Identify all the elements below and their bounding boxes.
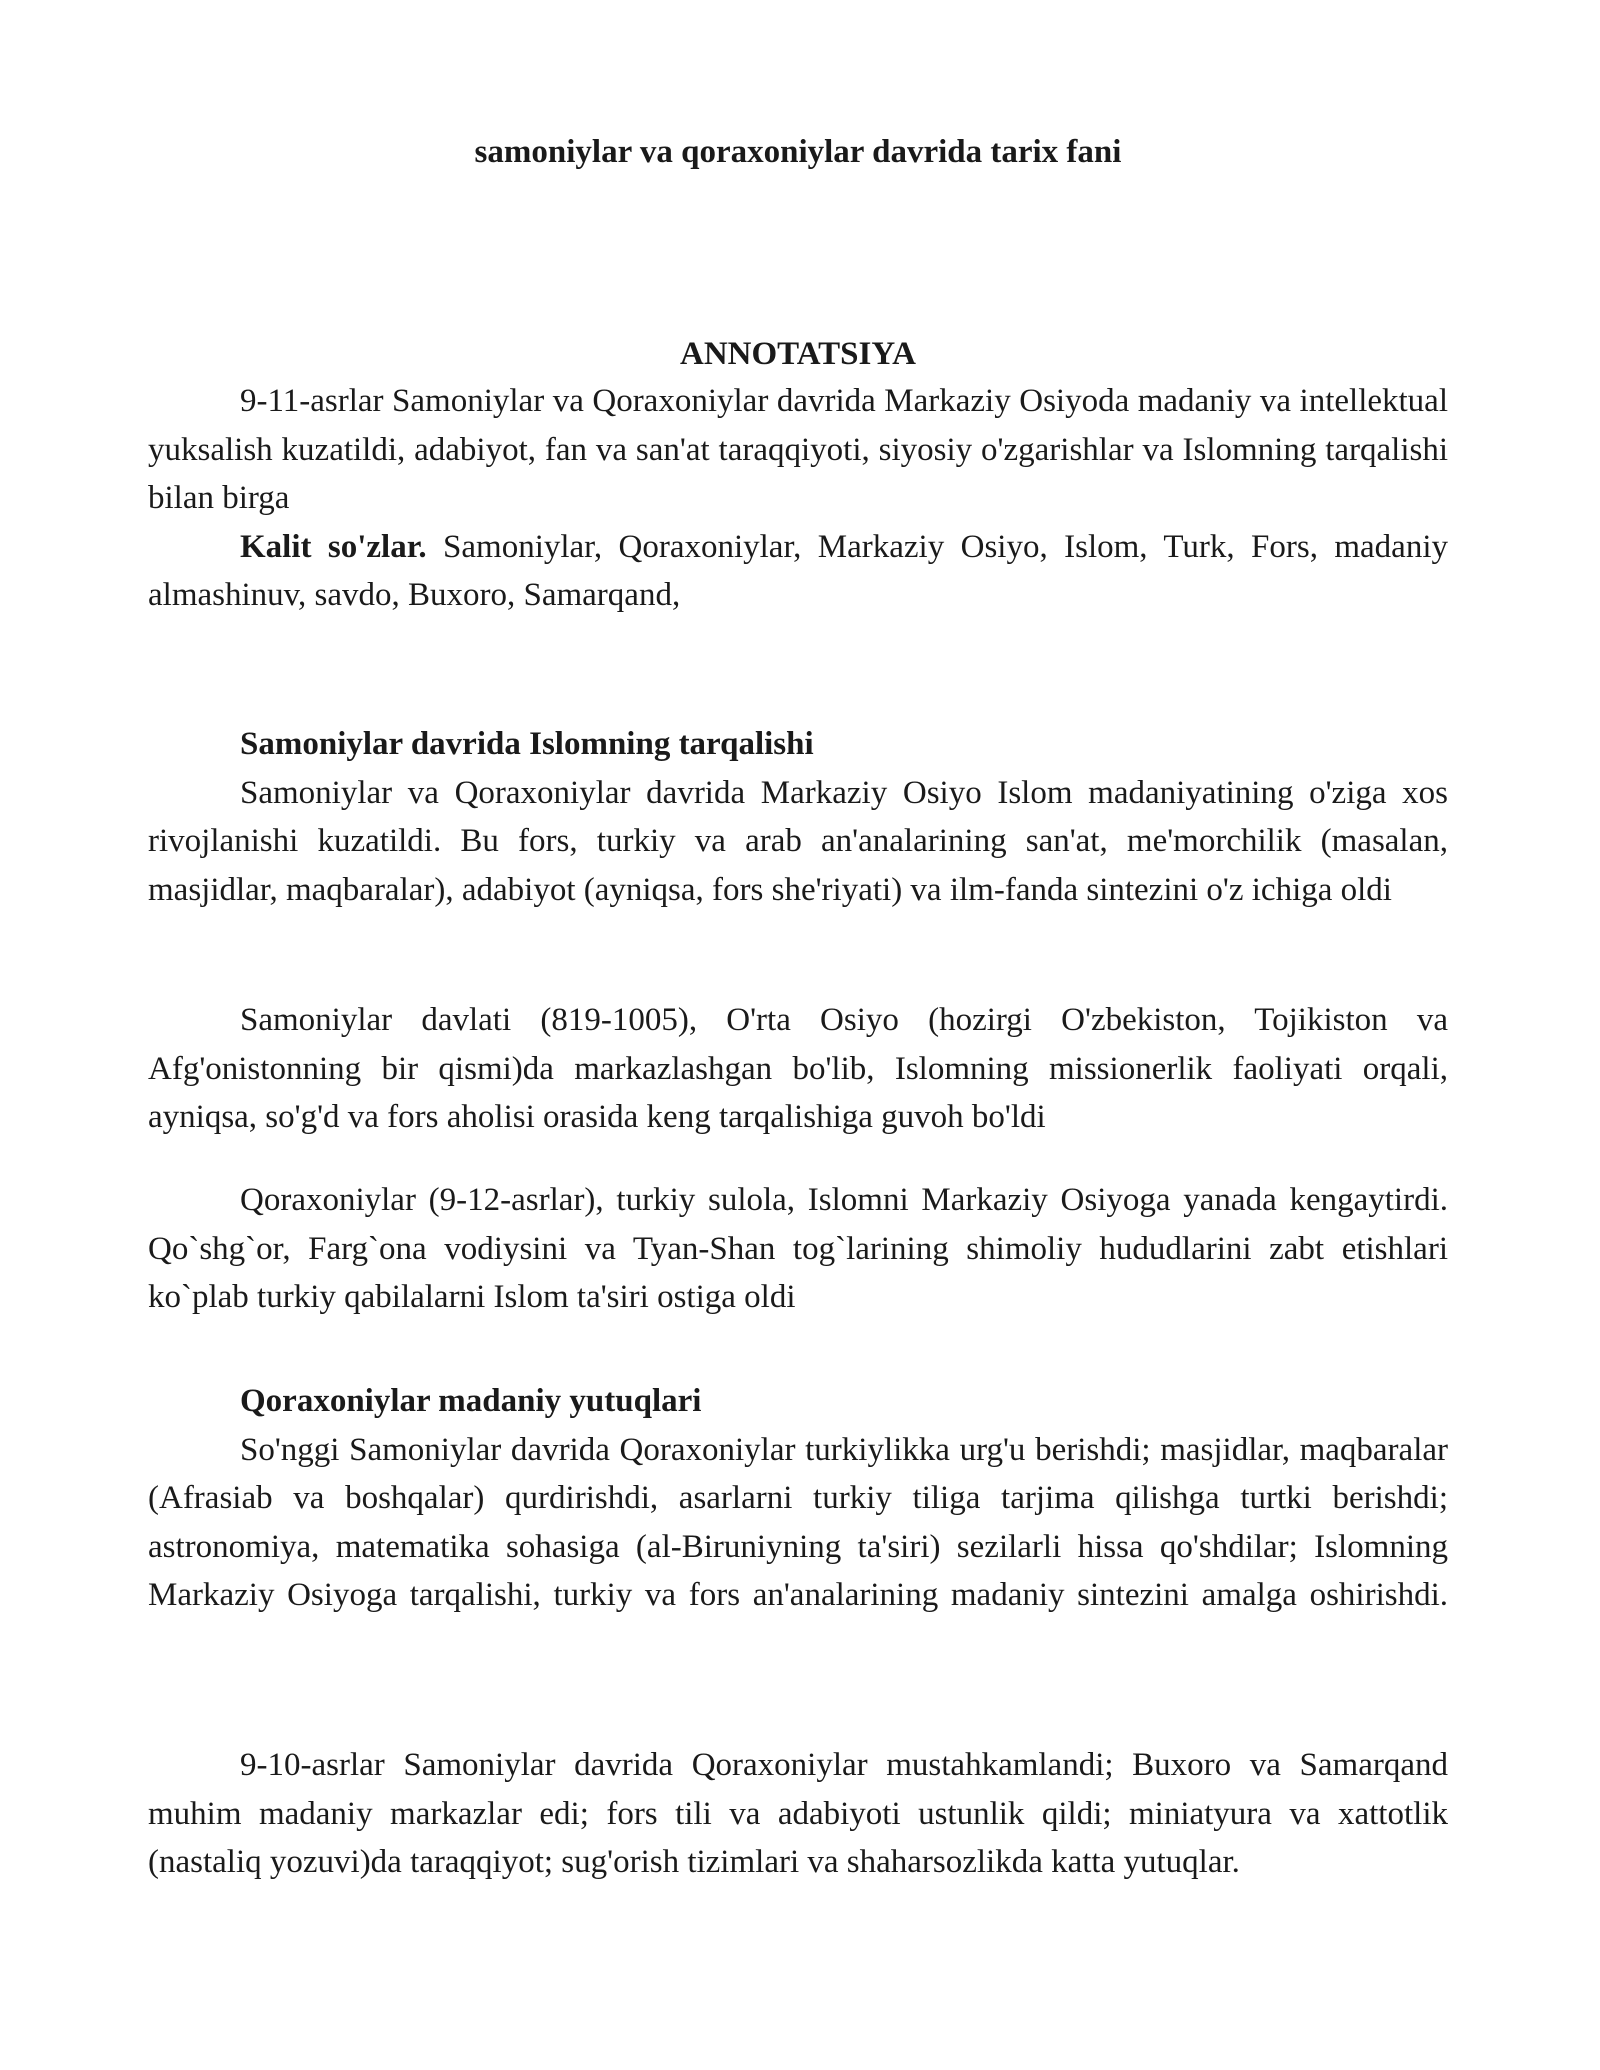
section-heading-cultural-achievements: Qoraxoniylar madaniy yutuqlari	[240, 1383, 702, 1419]
abstract-heading: ANNOTATSIYA	[680, 336, 916, 372]
section1-paragraph-1: Samoniylar va Qoraxoniylar davrida Markaziy Osiyo Islom madaniyatining o'ziga xos rivojlanishi kuzatildi. Bu fors, turkiy va arab an'analarining san'at, me'morchilik (masalan, masjidlar, maqbaralar), adabiyot (ayniqsa, fors she'riyati) va ilm-fanda sintezini o'z ichiga oldi	[148, 774, 1448, 908]
section1-paragraph-2: Samoniylar davlati (819-1005), O'rta Osiyo (hozirgi O'zbekiston, Tojikiston va Afg'onistonning bir qismi)da markazlashgan bo'lib, Islomning missionerlik faoliyati orqali, ayniqsa, so'g'd va fors aholisi orasida keng tarqalishiga guvoh bo'ldi	[148, 1002, 1448, 1135]
section1-paragraph-3: Qoraxoniylar (9-12-asrlar), turkiy sulola, Islomni Markaziy Osiyoga yanada kengaytirdi. Qo`shg`or, Farg`ona vodiysini va Tyan-Shan tog`larining shimoliy hududlarini zabt etishlari ko`plab turkiy qabilalarni Islom ta'siri ostiga oldi	[148, 1182, 1448, 1315]
document-title: samoniylar va qoraxoniylar davrida tarix fani	[474, 134, 1122, 170]
section-islam-spread	[148, 720, 1448, 914]
keywords-paragraph	[148, 523, 1448, 620]
keywords-text: Samoniylar, Qoraxoniylar, Markaziy Osiyo, Islom, Turk, Fors, madaniy almashinuv, savdo, Buxoro, Samarqand,	[148, 528, 1448, 613]
section2-paragraph-2-block	[148, 1741, 1448, 1887]
keywords-label: Kalit so'zlar.	[240, 528, 427, 565]
section2-paragraph-2: 9-10-asrlar Samoniylar davrida Qoraxoniylar mustahkamlandi; Buxoro va Samarqand muhim madaniy markazlar edi; fors tili va adabiyoti ustunlik qildi; miniatyura va xattotlik (nastaliq yozuvi)da taraqqiyot; sug'orish tizimlari va shaharsozlikda katta yutuqlar.	[148, 1747, 1448, 1880]
section2-paragraph-1: So'nggi Samoniylar davrida Qoraxoniylar turkiylikka urg'u berishdi; masjidlar, maqbaralar (Afrasiab va boshqalar) qurdirishdi, asarlarni turkiy tiliga tarjima qilishga turtki berishdi; astronomiya, matematika sohasiga (al-Biruniyning ta'siri) sezilarli hissa qo'shdilar; Islomning Markaziy Osiyoga tarqalishi, turkiy va fors an'analarining madaniy sintezini amalga oshirishdi.	[148, 1431, 1448, 1613]
abstract-block	[148, 377, 1448, 620]
section1-paragraph-2-block	[148, 996, 1448, 1142]
abstract-paragraph: 9-11-asrlar Samoniylar va Qoraxoniylar davrida Markaziy Osiyoda madaniy va intellektual yuksalish kuzatildi, adabiyot, fan va san'at taraqqiyoti, siyosiy o'zgarishlar va Islomning tarqalishi bilan birga	[148, 383, 1448, 516]
section-cultural-achievements	[148, 1377, 1448, 1620]
section-heading-islam-spread: Samoniylar davrida Islomning tarqalishi	[240, 726, 814, 762]
section1-paragraph-3-block	[148, 1176, 1448, 1322]
